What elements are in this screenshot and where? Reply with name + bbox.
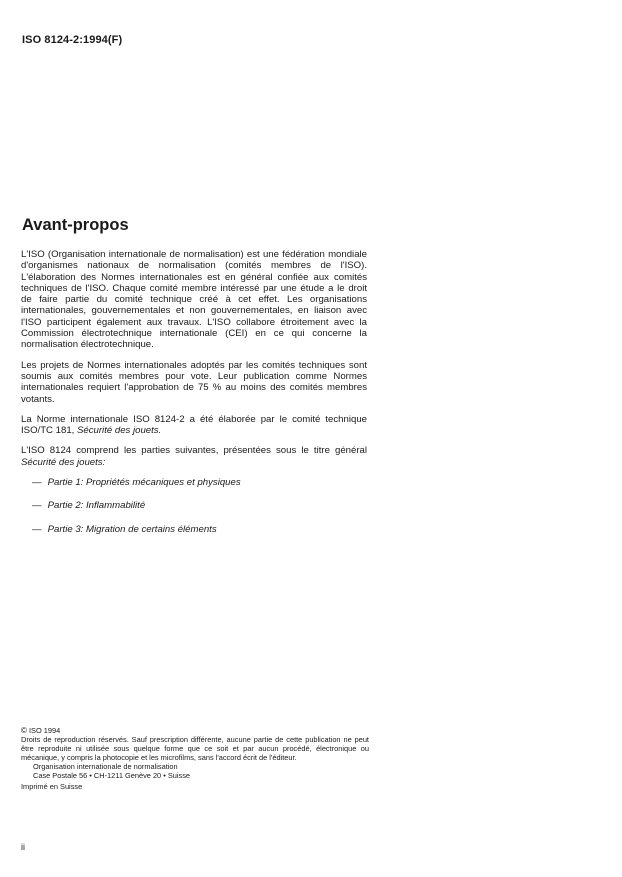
paragraph-committee bbox=[21, 414, 367, 437]
part-label: Partie 2: Inflammabilité bbox=[47, 500, 146, 512]
list-item-part-1 bbox=[21, 477, 367, 488]
list-dash: — bbox=[32, 477, 42, 489]
copyright-printed: Imprimé en Suisse bbox=[21, 782, 83, 792]
parts-intro-text: L'ISO 8124 comprend les parties suivantes, présentées sous le titre général bbox=[21, 445, 367, 457]
part-label: Partie 1: Propriétés mécaniques et physiques bbox=[47, 477, 241, 489]
copyright-rights: Droits de reproduction réservés. Sauf prescription différente, aucune partie de cette publication ne peut être reproduite ni utilisée sous quelque forme que ce soit et par aucun procédé, électronique ou mécanique, y compris la photocopie et les microfilms, sans l'accord écrit de l'éditeur. bbox=[21, 734, 369, 762]
list-dash: — bbox=[32, 523, 42, 535]
document-id: ISO 8124-2:1994(F) bbox=[22, 34, 123, 46]
copyright-year: ISO 1994 bbox=[28, 726, 61, 735]
committee-title: Sécurité des jouets. bbox=[77, 425, 162, 437]
copyright-org: Organisation internationale de normalisation bbox=[33, 761, 178, 771]
paragraph-iso-intro: L'ISO (Organisation internationale de normalisation) est une fédération mondiale d'organismes nationaux de normalisation (comités membres de l'ISO). L'élaboration des Normes internationales est en général confiée aux comités techniques de l'ISO. Chaque comité membre intéressé par une étude a le droit de faire partie du comité technique créé à cet effet. Les organisations internationales, gouvernementales et non gouvernementales, en liaison avec l'ISO participent également aux travaux. L'ISO collabore étroitement avec la Commission électrotechnique internationale (CEI) en ce qui concerne la normalisation électrotechnique. bbox=[21, 249, 367, 351]
list-item-part-2 bbox=[21, 500, 367, 511]
parts-intro-title: Sécurité des jouets: bbox=[21, 456, 106, 468]
copyright-block bbox=[21, 727, 369, 792]
copyright-icon: © bbox=[21, 726, 27, 735]
page-title: Avant-propos bbox=[22, 216, 129, 234]
part-label: Partie 3: Migration de certains éléments bbox=[47, 523, 217, 535]
committee-text: La Norme internationale ISO 8124-2 a été élaborée par le comité technique ISO/TC 181, bbox=[21, 413, 367, 437]
paragraph-voting: Les projets de Normes internationales adoptés par les comités techniques sont soumis aux comités membres pour vote. Leur publication comme Normes internationales requiert l'approbation de 75 % au moins des comités membres votants. bbox=[21, 359, 367, 405]
page-number: ii bbox=[21, 842, 25, 852]
copyright-address: Case Postale 56 • CH-1211 Genève 20 • Suisse bbox=[33, 770, 191, 780]
paragraph-parts-intro bbox=[21, 445, 367, 468]
foreword-body bbox=[21, 249, 367, 547]
list-item-part-3 bbox=[21, 524, 367, 535]
list-dash: — bbox=[32, 500, 42, 512]
